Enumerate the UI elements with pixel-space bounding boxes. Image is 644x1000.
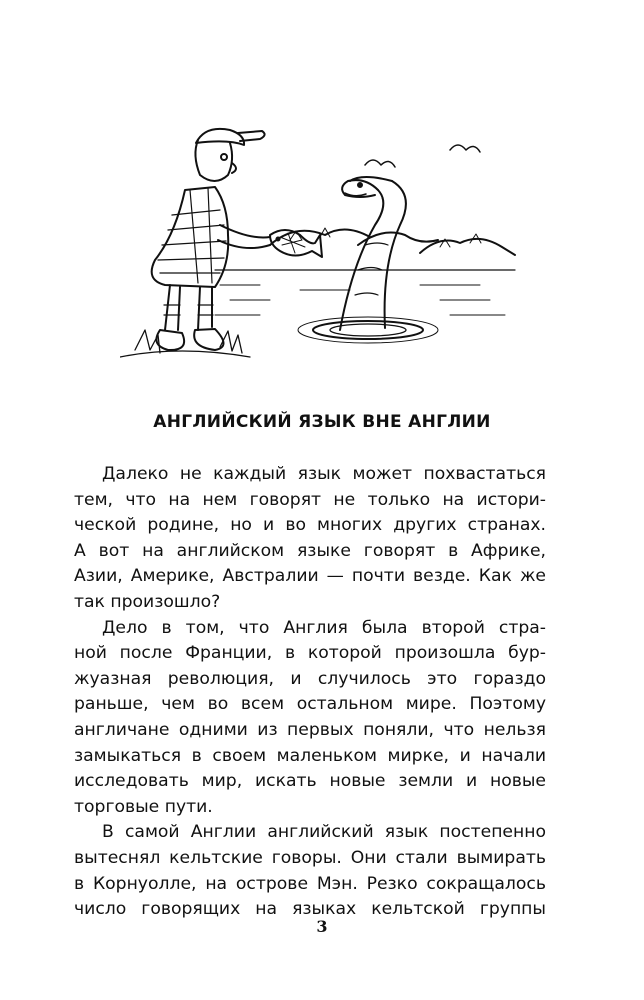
text-line: в Корнуолле, на острове Мэн. Резко сокращалось <box>74 873 546 894</box>
text-line: раньше, чем во всем остальном мире. Поэтому <box>74 694 546 715</box>
text-line: число говорящих на языках кельтской группы <box>74 899 546 920</box>
text-line: А вот на английском языке говорят в Африке, <box>74 540 546 561</box>
section-heading: АНГЛИЙСКИЙ ЯЗЫК ВНЕ АНГЛИИ <box>153 412 491 432</box>
text-line: Дело в том, что Англия была второй стра- <box>102 617 546 638</box>
man-with-fish-and-loch-ness-monster-icon <box>120 95 520 380</box>
text-line: исследовать мир, искать новые земли и новые <box>74 771 546 792</box>
text-line: ной после Франции, в которой произошла бур- <box>74 643 546 664</box>
text-line: жуазная революция, и случилось это гораздо <box>74 668 546 689</box>
paragraph-2 <box>74 616 546 821</box>
text-line: В самой Англии английский язык постепенно <box>102 822 546 843</box>
text-line: вытеснял кельтские говоры. Они стали вымирать <box>74 847 546 868</box>
text-line: замыкаться в своем маленьком мирке, и начали <box>74 745 546 766</box>
text-line: тем, что на нем говорят не только на истори- <box>74 489 546 510</box>
text-line: Далеко не каждый язык может похвастаться <box>102 464 546 484</box>
text-line: торговые пути. <box>74 796 213 817</box>
paragraph-3 <box>74 820 546 922</box>
illustration <box>120 95 520 380</box>
text-line: англичане одними из первых поняли, что нельзя <box>74 719 546 740</box>
text-line: так произошло? <box>74 591 221 612</box>
page-number: 3 <box>316 917 328 936</box>
text-line: ческой родине, но и во многих других странах. <box>74 515 546 536</box>
text-line: Азии, Америке, Австралии — почти везде. Как же <box>74 566 546 587</box>
body-text <box>74 462 546 923</box>
paragraph-1 <box>74 462 546 616</box>
